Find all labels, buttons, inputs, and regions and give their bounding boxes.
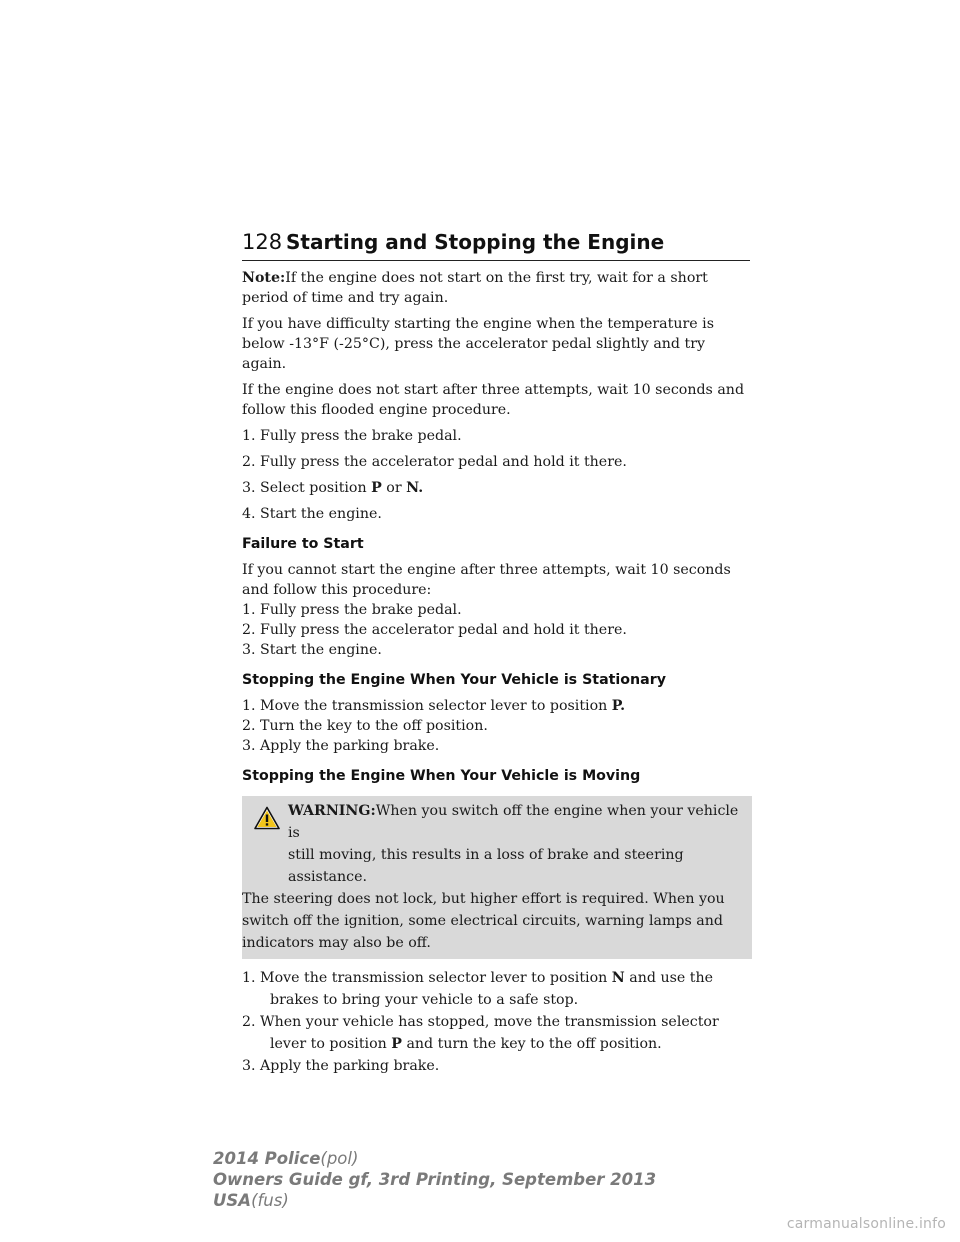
page-header [242,230,750,261]
failure-step-2: 2. Fully press the accelerator pedal and hold it there. [242,622,627,638]
failure-step-1: 1. Fully press the brake pedal. [242,602,462,618]
note-label: Note: [242,270,286,286]
footer-line-2: Owners Guide gf, 3rd Printing, September 2013 [213,1170,657,1189]
footer-line-3 [213,1190,656,1211]
moving-steps [242,967,752,1077]
watermark-text: carmanualsonline.info [786,1216,946,1232]
flooded-step-2: 2. Fully press the accelerator pedal and hold it there. [242,454,627,470]
stationary-steps [242,696,752,756]
footer-model-code: (pol) [320,1149,359,1168]
note-text: If the engine does not start on the first try, wait for a short period of time and try again. [242,270,708,306]
position-n: N. [406,480,424,496]
position-p: P [371,480,382,496]
warning-rest: The steering does not lock, but higher effort is required. When you switch off the ignition, some electrical circuits, warning lamps and indicators may also be off. [242,891,725,951]
moving-step-3: 3. Apply the parking brake. [242,1058,440,1074]
moving-step-1-suffix: and use the brakes to bring your vehicle to a safe stop. [270,970,714,1008]
footer-market-code: (fus) [251,1191,289,1210]
moving-step-2-suffix: and turn the key to the off position. [401,1036,662,1052]
page-title: Starting and Stopping the Engine [286,230,665,254]
failure-steps [242,600,752,660]
moving-position-p: P [391,1036,402,1052]
warning-line-1: When you switch off the engine when your vehicle is [288,803,739,841]
moving-position-n: N [611,970,625,986]
page-content [242,268,752,1077]
document-footer [213,1148,656,1211]
moving-step-1-prefix: 1. Move the transmission selector lever to position [242,970,612,986]
stationary-position-p: P. [611,698,626,714]
flooded-step-1: 1. Fully press the brake pedal. [242,428,462,444]
footer-line-1 [213,1148,656,1169]
warning-triangle-icon [254,806,280,830]
moving-step-2-prefix: 2. When your vehicle has stopped, move the transmission selector lever to position [242,1014,719,1052]
warning-first-line [242,800,744,844]
moving-heading: Stopping the Engine When Your Vehicle is Moving [242,768,641,784]
flooded-step-3-or: or [381,480,407,496]
warning-box [242,796,752,959]
stationary-heading: Stopping the Engine When Your Vehicle is Stationary [242,672,666,688]
flooded-step-4: 4. Start the engine. [242,506,382,522]
note-paragraph [242,268,752,308]
moving-step-2 [242,1011,752,1055]
failure-step-3: 3. Start the engine. [242,642,382,658]
flooded-intro-paragraph: If the engine does not start after three attempts, wait 10 seconds and follow this flooded engine procedure. [242,382,745,418]
warning-line-2: still moving, this results in a loss of brake and steering assistance. [288,847,684,885]
page-number: 128 [242,230,283,254]
warning-label: WARNING: [288,803,376,819]
failure-intro: If you cannot start the engine after three attempts, wait 10 seconds and follow this procedure: [242,562,731,598]
stationary-step-1-text: 1. Move the transmission selector lever to position [242,698,612,714]
flooded-step-3 [242,478,752,498]
footer-model: 2014 Police [213,1149,321,1168]
stationary-step-1 [242,696,752,716]
stationary-step-3: 3. Apply the parking brake. [242,738,440,754]
failure-heading: Failure to Start [242,536,364,552]
stationary-step-2: 2. Turn the key to the off position. [242,718,488,734]
footer-market: USA [213,1191,252,1210]
cold-start-paragraph: If you have difficulty starting the engine when the temperature is below -13°F (-25°C), press the accelerator pedal slightly and try again. [242,316,714,372]
flooded-step-3-prefix: 3. Select position [242,480,372,496]
moving-step-1 [242,967,752,1011]
